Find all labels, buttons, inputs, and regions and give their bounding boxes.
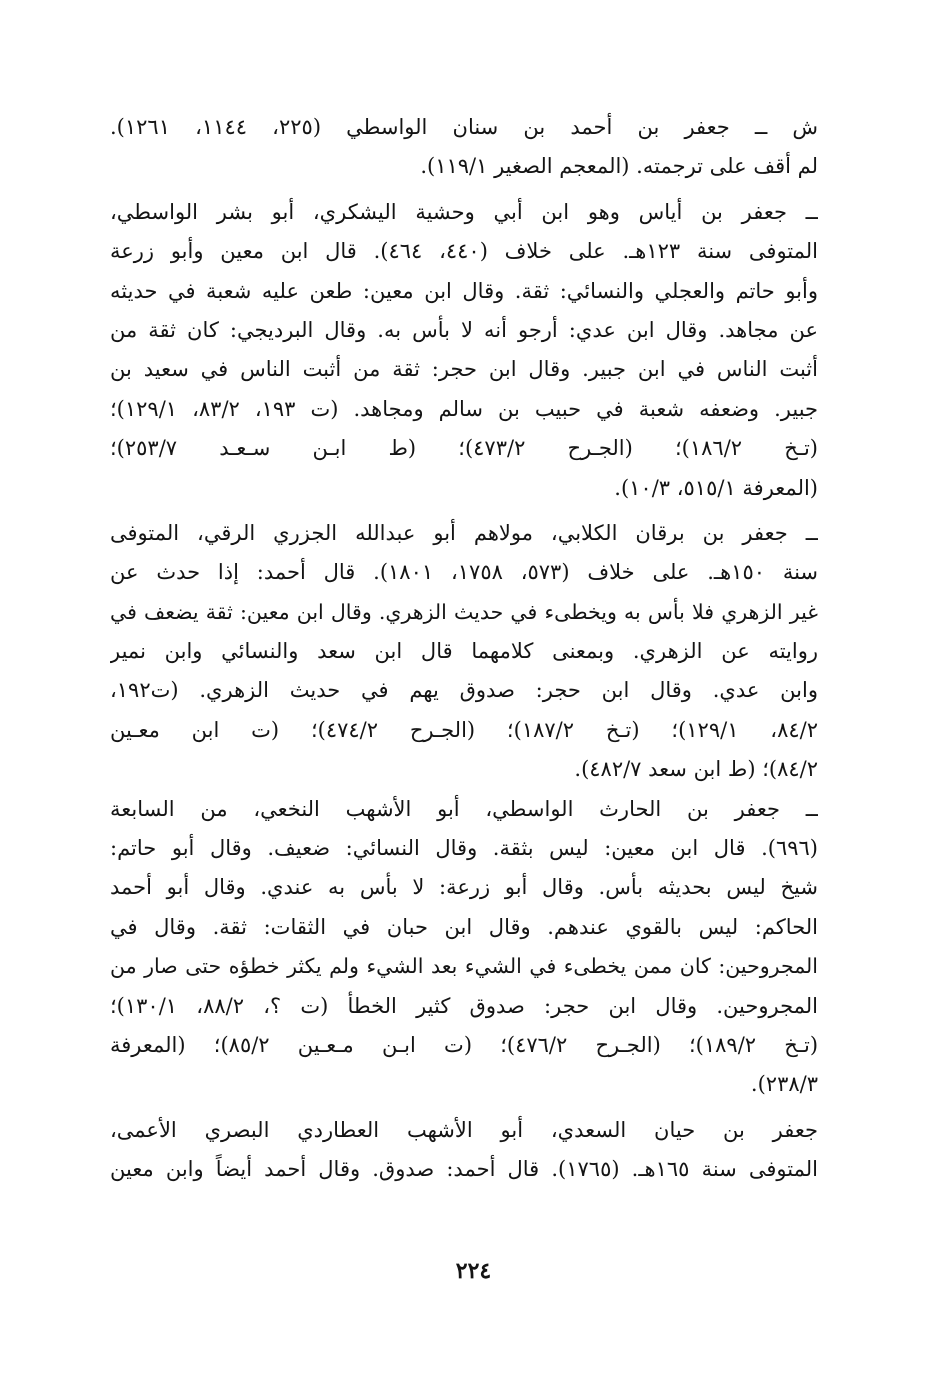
entry-jafar-ayas [110,193,818,508]
text-line: جعفر بن حيان السعدي، أبو الأشهب العطاردي البصري الأعمى، [110,1117,818,1142]
text-line: سنة ١٥٠هـ. على خلاف (٥٧٣، ١٧٥٨، ١٨٠١). قال أحمد: إذا حدث عن [110,560,818,585]
page-number: ٢٢٤ [455,1258,492,1284]
text-line: (المعرفة ٥١٥/١، ١٠/٣). [614,475,818,500]
text-line: (تـخ ١٨٩/٢)؛ (الجـرح ٤٧٦/٢)؛ (ت ابـن مـعـين ٨٥/٢)؛ (المعرفة [110,1032,818,1057]
text-line: أثبت الناس في ابن جبير. وقال ابن حجر: ثقة من أثبت الناس في سعيد بن [110,357,818,382]
text-line: وابن عدي. وقال ابن حجر: صدوق يهم في حديث الزهري. (ت١٩٢، [110,678,818,703]
text-line: لم أقف على ترجمته. (المعجم الصغير ١١٩/١). [420,154,818,179]
entry-jafar-burqan [110,514,818,790]
text-line: (٦٩٦). قال ابن معين: ليس بثقة. وقال النسائي: ضعيف. وقال أبو حاتم: [110,836,818,861]
entry-jafar-ahmad [110,108,818,187]
text-line: ــ جعفر بن برقان الكلابي، مولاهم أبو عبدالله الجزري الرقي، المتوفى [110,520,818,545]
text-line: جبير. وضعفه شعبة في حبيب بن سالم ومجاهد. (ت ١٩٣، ٨٣/٢، ١٢٩/١)؛ [110,396,818,421]
text-line: المجروحين. وقال ابن حجر: صدوق كثير الخطأ (ت ؟، ٨٨/٢، ١٣٠/١)؛ [110,993,818,1018]
text-line: ٨٤/٢، ١٢٩/١)؛ (تـخ ١٨٧/٢)؛ (الجـرح ٤٧٤/٢)؛ (ت ابن معـين [110,717,818,742]
page-body [110,108,818,1190]
entry-jafar-harith [110,790,818,1105]
text-line: وأبو حاتم والعجلي والنسائي: ثقة. وقال ابن معين: طعن عليه شعبة في حديثه [110,278,818,303]
text-line: روايته عن الزهري. وبمعنى كلامهما قال ابن سعد والنسائي وابن نمير [110,639,818,664]
text-line: ٢٣٨/٣). [750,1072,818,1097]
text-line: شيخ ليس بحديثه بأس. وقال أبو زرعة: لا بأس به عندي. وقال أبو أحمد [110,875,818,900]
text-line: (تـخ ١٨٦/٢)؛ (الجـرح ٤٧٣/٢)؛ (ط ابـن سـعـد ٢٥٣/٧)؛ [110,436,818,461]
text-line: غير الزهري فلا بأس به ويخطىء في حديث الزهري. وقال ابن معين: ثقة يضعف في [110,599,818,624]
text-line: ٨٤/٢)؛ (ط ابن سعد ٤٨٢/٧). [574,757,818,782]
text-line: عن مجاهد. وقال ابن عدي: أرجو أنه لا بأس به. وقال البرديجي: كان ثقة من [110,317,818,342]
text-line: ــ جعفر بن الحارث الواسطي، أبو الأشهب النخعي، من السابعة [110,796,818,821]
text-line: المتوفى سنة ١٢٣هـ. على خلاف (٤٤٠، ٤٦٤). قال ابن معين وأبو زرعة [110,239,818,264]
text-line: المجروحين: كان ممن يخطىء في الشيء بعد الشيء ولم يكثر خطؤه حتى صار من [110,954,818,979]
entry-jafar-hayyan [110,1111,818,1190]
text-line: ــ جعفر بن أياس وهو ابن أبي وحشية اليشكري، أبو بشر الواسطي، [110,199,818,224]
text-line: الحاكم: ليس بالقوي عندهم. وقال ابن حبان في الثقات: ثقة. وقال في [110,914,818,939]
text-line: ش ــ جعفر بن أحمد بن سنان الواسطي (٢٢٥، ١١٤٤، ١٢٦١). [110,115,818,139]
text-line: المتوفى سنة ١٦٥هـ. (١٧٦٥). قال أحمد: صدوق. وقال أحمد أيضاً وابن معين [110,1157,818,1182]
